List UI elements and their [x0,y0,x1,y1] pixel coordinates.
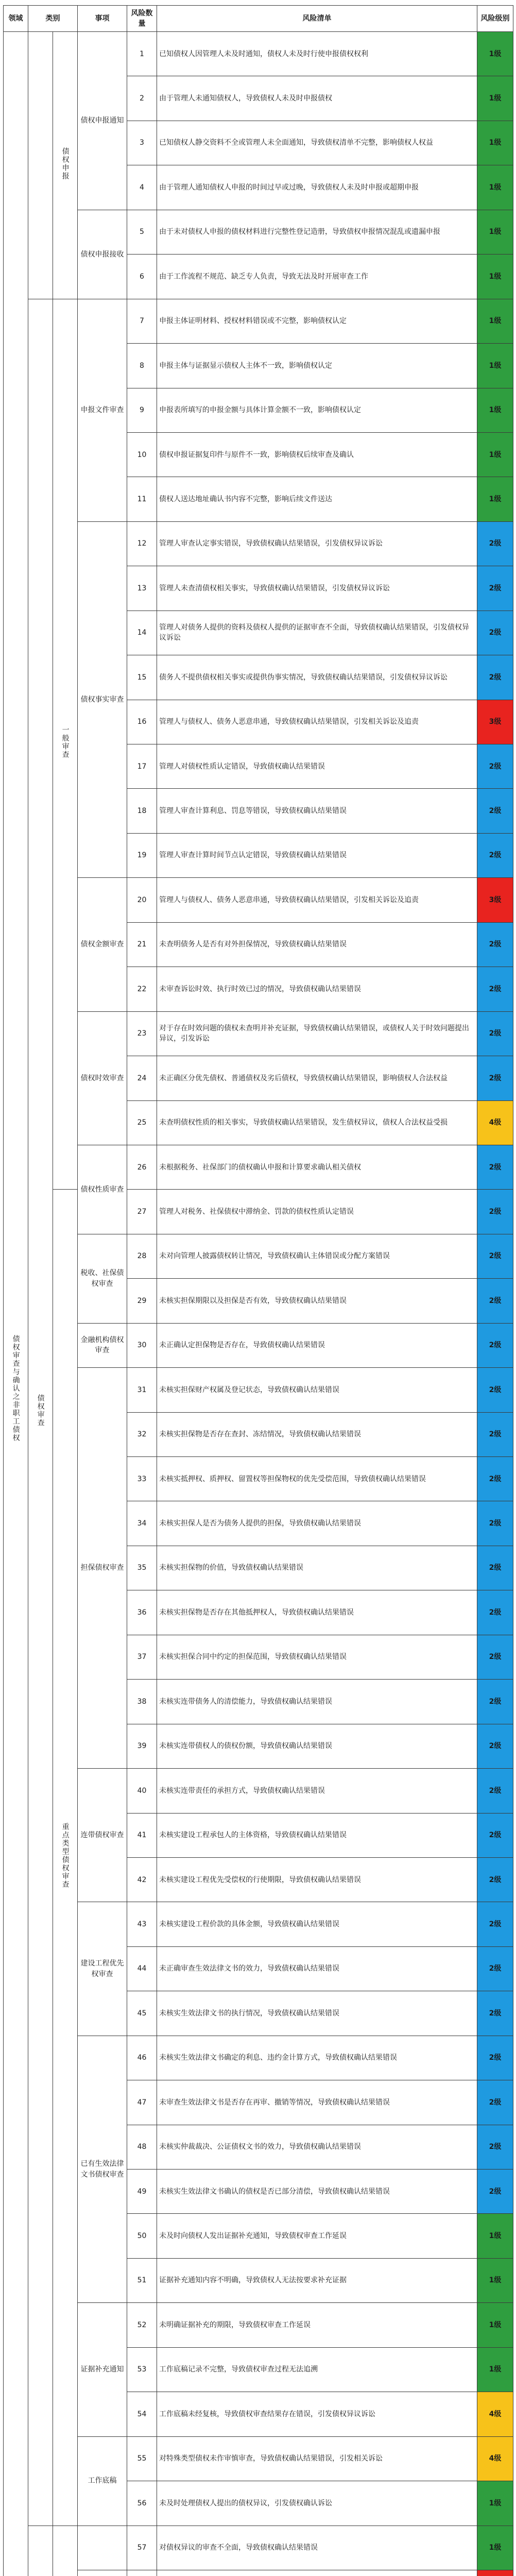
risk-level-badge: 2级 [477,1902,513,1946]
risk-level-badge: 1级 [477,432,513,477]
risk-description: 未正确审查生效法律文书的效力，导致债权确认结果错误 [157,1946,477,1991]
risk-number: 50 [127,2214,157,2258]
item-cell: 债权时效审查 [78,1011,127,1145]
risk-description: 由于工作流程不规范、缺乏专人负责，导致无法及时开展审查工作 [157,255,477,299]
subcategory-cell [53,2526,78,2576]
risk-number: 9 [127,388,157,432]
risk-level-badge: 1级 [477,76,513,121]
risk-description: 已知债权人静交资料不全或管理人未全面通知，导致债权清单不完整，影响债权人权益 [157,121,477,165]
risk-level-badge: 2级 [477,922,513,967]
risk-level-badge: 2级 [477,2170,513,2214]
risk-description: 管理人审查计算时间节点认定错误，导致债权确认结果错误 [157,833,477,877]
risk-number: 7 [127,299,157,343]
risk-number: 34 [127,1501,157,1546]
risk-description: 未正确区分优先债权、普通债权及劣后债权，导致债权确认结果错误，影响债权人合法权益 [157,1056,477,1100]
risk-number: 39 [127,1724,157,1768]
risk-level-badge: 3级 [477,878,513,922]
item-cell: 债权性质审查 [78,1145,127,1234]
risk-level-badge: 2级 [477,1234,513,1278]
risk-description: 未核实建设工程承包人的主体资格，导致债权确认结果错误 [157,1813,477,1857]
item-cell: 申报文件审查 [78,299,127,521]
risk-number: 15 [127,655,157,700]
risk-level-badge: 1级 [477,121,513,165]
risk-description: 未核实担保人是否为债务人提供的担保，导致债权确认结果错误 [157,1501,477,1546]
risk-description: 未审查诉讼时效、执行时效已过的情况，导致债权确认结果错误 [157,967,477,1011]
risk-description: 管理人对债务人提供的资料及债权人提供的证据审查不全面，导致债权确认结果错误，引发债权异议诉讼 [157,611,477,655]
risk-level-badge: 2级 [477,1501,513,1546]
risk-level-badge: 2级 [477,1457,513,1501]
risk-number: 28 [127,1234,157,1278]
risk-description: 管理人对债权性质认定错误，导致债权确认结果错误 [157,744,477,789]
risk-level-badge: 4级 [477,1100,513,1145]
risk-number: 46 [127,2036,157,2080]
risk-number: 51 [127,2258,157,2302]
header-level: 风险级别 [477,6,513,32]
risk-level-badge: 1级 [477,165,513,210]
risk-description: 申报表所填写的申报金额与具体计算金额不一致，影响债权认定 [157,388,477,432]
risk-level-badge: 4级 [477,2392,513,2436]
category-cell-label: 债权审查 [36,1394,45,1427]
risk-number: 20 [127,878,157,922]
risk-number: 31 [127,1368,157,1412]
header-domain: 领域 [4,6,28,32]
risk-description: 未核实仲裁裁决、公证债权文书的效力，导致债权确认结果错误 [157,2125,477,2169]
risk-level-badge [477,2570,513,2576]
risk-description: 未核实连带债务人的清偿能力，导致债权确认结果错误 [157,1680,477,1724]
item-cell: 建设工程优先权审查 [78,1902,127,2036]
risk-level-badge: 2级 [477,655,513,700]
risk-number: 14 [127,611,157,655]
risk-level-badge: 1级 [477,2303,513,2347]
risk-level-badge: 1级 [477,2526,513,2570]
header-item: 事项 [78,6,127,32]
risk-level-badge: 2级 [477,1635,513,1679]
risk-description: 管理人未查清债权相关事实，导致债权确认结果错误，引发债权异议诉讼 [157,566,477,611]
risk-level-badge: 2级 [477,1769,513,1813]
risk-level-badge: 1级 [477,388,513,432]
risk-description: 未根据税务、社保部门的债权确认申报和计算要求确认相关债权 [157,1145,477,1189]
risk-number: 27 [127,1190,157,1234]
risk-number: 56 [127,2481,157,2526]
item-cell: 债权申报接收 [78,210,127,299]
risk-description: 未核实生效法律文书的执行情况，导致债权确认结果错误 [157,1991,477,2036]
risk-level-badge: 1级 [477,32,513,76]
risk-level-badge: 2级 [477,1056,513,1100]
risk-level-badge: 2级 [477,1190,513,1234]
risk-level-badge: 2级 [477,1323,513,1367]
risk-level-badge: 2级 [477,1368,513,1412]
risk-number: 45 [127,1991,157,2036]
risk-description: 申报主体与证据显示债权人主体不一致，影响债权认定 [157,344,477,388]
risk-number: 1 [127,32,157,76]
item-cell: 债权申报通知 [78,32,127,210]
risk-number: 23 [127,1011,157,1056]
risk-number: 19 [127,833,157,877]
risk-level-badge: 2级 [477,2125,513,2169]
table-row [4,32,513,76]
header-number: 风险数量 [127,6,157,32]
risk-description: 由于管理人通知债权人申报的时间过早或过晚，导致债权人未及时申报或超期申报 [157,165,477,210]
risk-level-badge: 1级 [477,477,513,521]
risk-number: 36 [127,1590,157,1635]
table-row [4,1145,513,1189]
risk-description: 对特殊类型债权未作审慎审查，导致债权确认结果错误，引发相关诉讼 [157,2436,477,2481]
table-row [4,1368,513,1412]
risk-level-badge: 2级 [477,1546,513,1590]
risk-number: 33 [127,1457,157,1501]
risk-description: 工作底稿记录不完整，导致债权审查过程无法追溯 [157,2347,477,2392]
risk-level-badge: 1级 [477,2258,513,2302]
item-cell: 已有生效法律文书债权审查 [78,2036,127,2303]
table-row [4,2303,513,2347]
risk-level-badge: 2级 [477,611,513,655]
risk-number: 4 [127,165,157,210]
risk-description: 债务人不提供债权相关事实或提供伪事实情况，导致债权确认结果错误，引发债权异议诉讼 [157,655,477,700]
risk-description: 未核实生效法律文书确定的利息、违约金计算方式，导致债权确认结果错误 [157,2036,477,2080]
risk-number: 6 [127,255,157,299]
risk-level-badge: 2级 [477,1412,513,1456]
category-cell [28,32,53,299]
table-row [4,2036,513,2080]
risk-number: 5 [127,210,157,254]
risk-description: 未核实抵押权、质押权、留置权等担保物权的优先受偿范围，导致债权确认结果错误 [157,1457,477,1501]
domain-cell [4,32,28,2576]
table-row [4,521,513,566]
item-cell [78,2570,127,2576]
subcategory-cell-label: 一般审查 [61,726,70,759]
risk-description: 由于管理人未通知债权人，导致债权人未及时申报债权 [157,76,477,121]
subcategory-cell-label: 债权申报 [61,147,70,180]
table-row [4,1234,513,1278]
header-list: 风险清单 [157,6,477,32]
item-cell: 工作底稿 [78,2436,127,2526]
risk-description: 未明确证据补充的期限，导致债权审查工作延误 [157,2303,477,2347]
risk-level-badge: 2级 [477,566,513,611]
item-cell: 债权事实审查 [78,521,127,878]
risk-table-body [4,32,513,2576]
risk-table [3,5,513,2576]
risk-description: 未及时向债权人发出证据补充通知，导致债权审查工作延误 [157,2214,477,2258]
risk-number: 49 [127,2170,157,2214]
risk-description: 管理人审查认定事实错误，导致债权确认结果错误，引发债权异议诉讼 [157,521,477,566]
subcategory-cell-label: 重点类型债权审查 [61,1823,70,1889]
risk-number: 17 [127,744,157,789]
risk-level-badge: 2级 [477,1857,513,1902]
risk-number: 10 [127,432,157,477]
risk-level-badge: 2级 [477,789,513,833]
risk-level-badge: 2级 [477,833,513,877]
risk-level-badge: 2级 [477,1813,513,1857]
risk-number: 11 [127,477,157,521]
item-cell: 债权金额审查 [78,878,127,1011]
risk-level-badge: 2级 [477,521,513,566]
risk-number: 3 [127,121,157,165]
item-cell: 证据补充通知 [78,2303,127,2436]
risk-description: 对于存在时效问题的债权未查明并补充证据，导致债权确认结果错误，或债权人关于时效问题提出异议，引发诉讼 [157,1011,477,1056]
table-row [4,1902,513,1946]
risk-description: 未核实担保物是否存在其他抵押权人，导致债权确认结果错误 [157,1590,477,1635]
risk-level-badge: 1级 [477,210,513,254]
subcategory-cell [53,1190,78,2526]
domain-cell-label: 债权审查与确认之非职工债权 [11,1334,20,1442]
risk-level-badge: 1级 [477,2214,513,2258]
risk-description: 对债权异议的审查不全面，导致债权确认结果错误 [157,2526,477,2570]
risk-level-badge: 3级 [477,700,513,744]
risk-description: 未审查生效法律文书是否存在再审、撤销等情况，导致债权确认结果错误 [157,2080,477,2125]
table-row [4,878,513,922]
risk-description: 未核实担保合同中约定的担保范围，导致债权确认结果错误 [157,1635,477,1679]
risk-description: 证据补充通知内容不明确，导致债权人无法按要求补充证据 [157,2258,477,2302]
risk-number: 35 [127,1546,157,1590]
item-cell [78,2526,127,2570]
risk-level-badge: 1级 [477,2481,513,2526]
risk-number: 13 [127,566,157,611]
risk-description: 未核实担保财产权属及登记状态，导致债权确认结果错误 [157,1368,477,1412]
risk-number: 18 [127,789,157,833]
risk-level-badge: 2级 [477,1946,513,1991]
risk-description: 未核实担保物的价值，导致债权确认结果错误 [157,1546,477,1590]
category-cell [28,299,53,2526]
table-row [4,2436,513,2481]
risk-level-badge: 1级 [477,255,513,299]
risk-number: 43 [127,1902,157,1946]
table-row [4,2570,513,2576]
risk-description: 未查明债权性质的相关事实，导致债权确认结果错误，发生债权异议，债权人合法权益受损 [157,1100,477,1145]
risk-level-badge: 2级 [477,1724,513,1768]
item-cell: 税收、社保债权审查 [78,1234,127,1323]
risk-description: 未核实连带债权人的债权份额，导致债权确认结果错误 [157,1724,477,1768]
risk-number: 38 [127,1680,157,1724]
risk-description: 申报主体证明材料、授权材料错误或不完整，影响债权认定 [157,299,477,343]
risk-number: 42 [127,1857,157,1902]
table-row [4,2526,513,2570]
risk-description: 未核实连带责任的承担方式，导致债权确认结果错误 [157,1769,477,1813]
risk-number: 8 [127,344,157,388]
risk-number [127,2570,157,2576]
risk-level-badge: 2级 [477,2036,513,2080]
risk-level-badge: 2级 [477,2080,513,2125]
subcategory-cell [53,299,78,1190]
risk-description: 管理人审查计算利息、罚息等错误，导致债权确认结果错误 [157,789,477,833]
risk-description: 未及时处理债权人提出的债权异议，引发债权确认诉讼 [157,2481,477,2526]
risk-number: 54 [127,2392,157,2436]
risk-description: 未核实建设工程价款的具体金额，导致债权确认结果错误 [157,1902,477,1946]
risk-description: 债权人送达地址确认书内容不完整，影响后续文件送达 [157,477,477,521]
risk-number: 47 [127,2080,157,2125]
risk-description: 未查明债务人是否有对外担保情况，导致债权确认结果错误 [157,922,477,967]
risk-level-badge: 1级 [477,2347,513,2392]
risk-description: 未核实担保物是否存在查封、冻结情况，导致债权确认结果错误 [157,1412,477,1456]
risk-number: 21 [127,922,157,967]
risk-number: 25 [127,1100,157,1145]
table-row [4,1769,513,1813]
risk-description: 管理人对税务、社保债权中滞纳金、罚款的债权性质认定错误 [157,1190,477,1234]
risk-level-badge: 2级 [477,1991,513,2036]
risk-number: 53 [127,2347,157,2392]
item-cell: 金融机构债权审查 [78,1323,127,1367]
risk-number: 29 [127,1279,157,1323]
risk-description: 未核实担保期限以及担保是否有效，导致债权确认结果错误 [157,1279,477,1323]
risk-number: 44 [127,1946,157,1991]
risk-number: 57 [127,2526,157,2570]
subcategory-cell [53,32,78,299]
table-row [4,1323,513,1367]
header-category: 类别 [28,6,78,32]
header-row [4,6,513,32]
category-cell [28,2526,53,2576]
risk-description: 已知债权人因管理人未及时通知，债权人未及时行使申报债权权利 [157,32,477,76]
risk-level-badge: 2级 [477,1011,513,1056]
risk-description: 管理人与债权人、债务人恶意串通，导致债权确认结果错误，引发相关诉讼及追责 [157,700,477,744]
risk-level-badge: 4级 [477,2436,513,2481]
risk-level-badge: 2级 [477,1145,513,1189]
table-row [4,1011,513,1056]
risk-description: 未正确认定担保物是否存在，导致债权确认结果错误 [157,1323,477,1367]
risk-number: 52 [127,2303,157,2347]
risk-level-badge: 1级 [477,344,513,388]
risk-description: 未对向管理人披露债权转让情况，导致债权确认主体错误或分配方案错误 [157,1234,477,1278]
table-row [4,210,513,254]
table-row [4,299,513,343]
risk-level-badge: 2级 [477,1680,513,1724]
risk-number: 55 [127,2436,157,2481]
risk-number: 26 [127,1145,157,1189]
risk-level-badge: 2级 [477,1279,513,1323]
risk-level-badge: 1级 [477,299,513,343]
risk-number: 16 [127,700,157,744]
risk-number: 24 [127,1056,157,1100]
risk-number: 41 [127,1813,157,1857]
risk-description: 未核实建设工程优先受偿权的行使期限，导致债权确认结果错误 [157,1857,477,1902]
risk-number: 30 [127,1323,157,1367]
risk-description: 工作底稿未经复核，导致债权审查结果存在错误，引发债权异议诉讼 [157,2392,477,2436]
risk-level-badge: 2级 [477,967,513,1011]
risk-description: 未核实生效法律文书确认的债权是否已部分清偿，导致债权确认结果错误 [157,2170,477,2214]
risk-number: 37 [127,1635,157,1679]
item-cell: 连带债权审查 [78,1769,127,1902]
risk-number: 2 [127,76,157,121]
risk-number: 32 [127,1412,157,1456]
risk-description: 管理人与债权人、债务人恶意串通，导致债权确认结果错误，引发相关诉讼及追责 [157,878,477,922]
risk-number: 40 [127,1769,157,1813]
risk-number: 12 [127,521,157,566]
risk-number: 22 [127,967,157,1011]
risk-level-badge: 2级 [477,744,513,789]
risk-level-badge: 2级 [477,1590,513,1635]
risk-description: 债权申报证据复印件与原件不一致，影响债权后续审查及确认 [157,432,477,477]
risk-number: 48 [127,2125,157,2169]
item-cell: 担保债权审查 [78,1368,127,1769]
risk-description: 由于未对债权人申报的债权材料进行完整性登记造册，导致债权申报情况混乱或遗漏申报 [157,210,477,254]
risk-description [157,2570,477,2576]
